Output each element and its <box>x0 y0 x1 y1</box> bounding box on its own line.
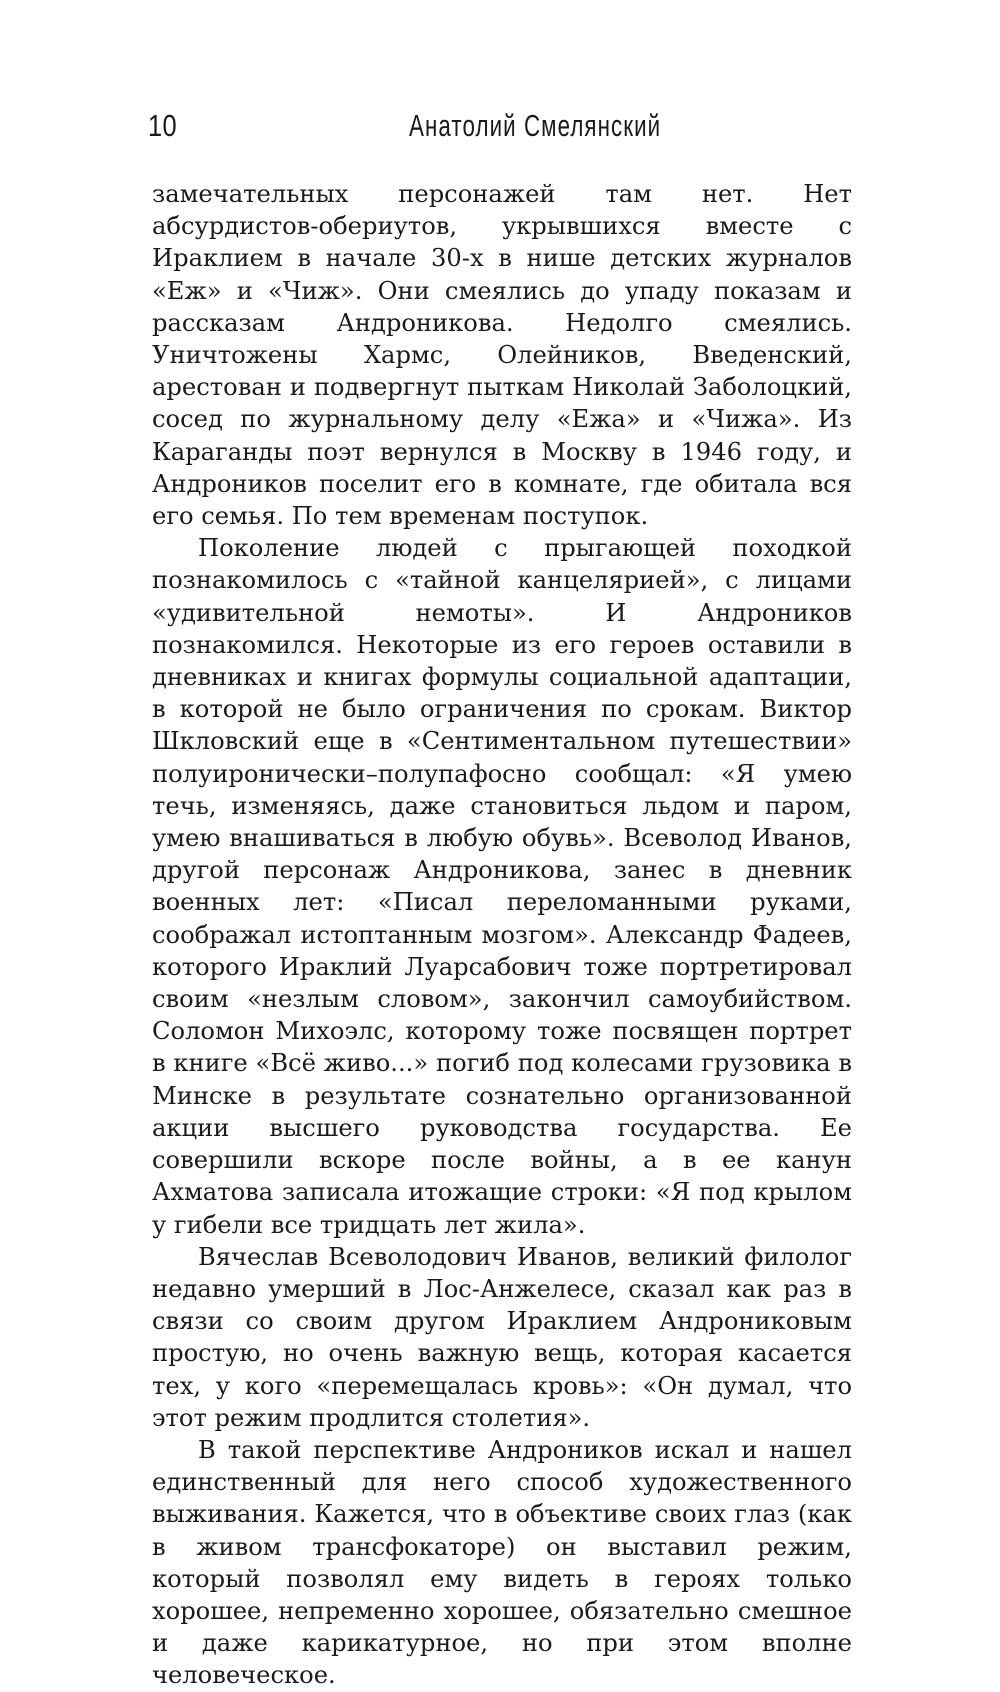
page-number: 10 <box>148 108 178 143</box>
paragraph: замечательных персонажей там нет. Нет абсурдистов-обериутов, укрывшихся вместе с Ираклием в начале 30-х в нише детских журналов «Еж» и «Чиж». Они смеялись до упаду показам и рассказам Андроникова. Недолго смеялись. Уничтожены Хармс, Олейников, Введенский, арестован и подвергнут пыткам Николай Заболоцкий, сосед по журнальному делу «Ежа» и «Чижа». Из Караганды поэт вернулся в Москву в 1946 году, и Андроников поселит его в комнате, где обитала вся его семья. По тем временам поступок. <box>152 180 852 531</box>
paragraph: Вячеслав Всеволодович Иванов, великий филолог недавно умерший в Лос-Анжелесе, сказал как раз в связи со своим другом Ираклием Андрониковым простую, но очень важную вещь, которая касается тех, у кого «перемещалась кровь»: «Он думал, что этот режим продлится столетия». <box>152 1242 852 1432</box>
paragraph: В такой перспективе Андроников искал и нашел единственный для него способ художественного выживания. Кажется, что в объективе своих глаз (как в живом трансфокаторе) он выставил режим, который позволял ему видеть в героях только хорошее, непременно хорошее, обязательно смешное и даже карикатурное, но при этом вполне человеческое. <box>152 1435 852 1690</box>
running-head-title: Анатолий Смелянский <box>408 108 662 143</box>
paragraph: Поколение людей с прыгающей походкой познакомилось с «тайной канцелярией», с лицами «удивительной немоты». И Андроников познакомился. Некоторые из его героев оставили в дневниках и книгах формулы социальной адаптации, в которой не было ограничения по срокам. Виктор Шкловский еще в «Сентиментальном путешествии» полуиронически–полупафосно сообщал: «Я умею течь, изменяясь, даже становиться льдом и паром, умею внашиваться в любую обувь». Всеволод Иванов, другой персонаж Андроникова, занес в дневник военных лет: «Писал переломанными руками, соображал истоптанным мозгом». Александр Фадеев, которого Ираклий Луарсабович тоже портретировал своим «незлым словом», закончил самоубийством. Соломон Михоэлс, которому тоже посвящен портрет в книге «Всё живо...» погиб под колесами грузовика в Минске в результате сознательно организованной акции высшего руководства государства. Ее совершили вскоре после войны, а в ее канун Ахматова записала итожащие строки: «Я под крылом у гибели все тридцать лет жила». <box>152 534 852 1239</box>
text-block <box>152 178 852 1692</box>
running-head <box>0 108 1000 144</box>
